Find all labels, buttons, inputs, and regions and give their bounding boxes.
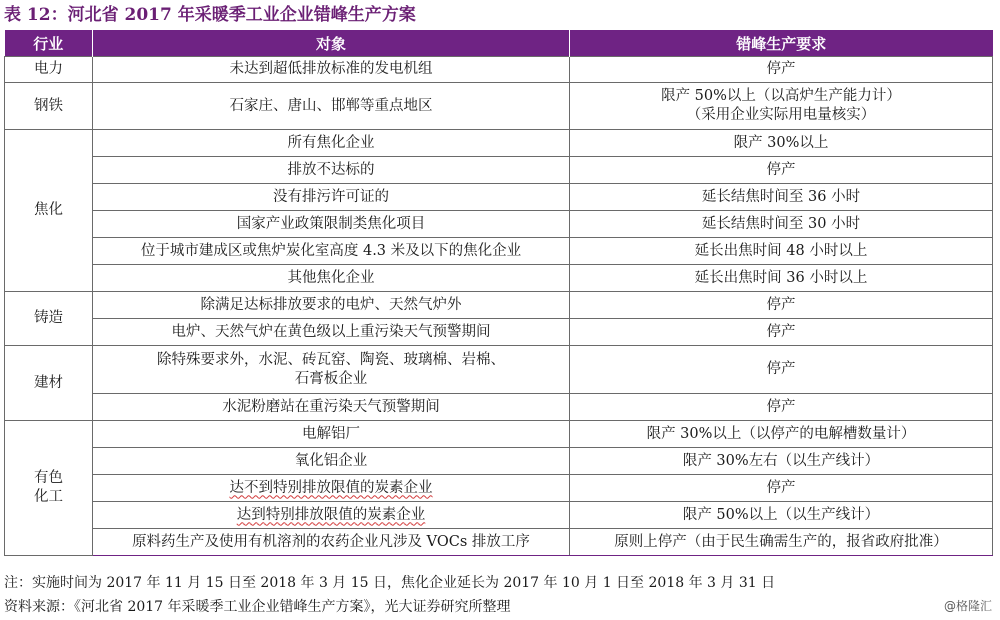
industry-cell-nonferrous-chemical: 有色 化工 (5, 421, 93, 556)
header-target: 对象 (93, 30, 570, 57)
target-cell: 排放不达标的 (93, 157, 570, 184)
table-row (5, 448, 993, 475)
target-cell: 水泥粉磨站在重污染天气预警期间 (93, 394, 570, 421)
header-industry: 行业 (5, 30, 93, 57)
target-cell: 除特殊要求外，水泥、砖瓦窑、陶瓷、玻璃棉、岩棉、 石膏板企业 (93, 346, 570, 394)
table-row (5, 157, 993, 184)
requirement-cell: 延长出焦时间 36 小时以上 (570, 265, 993, 292)
requirement-cell: 停产 (570, 57, 993, 83)
table-row (5, 475, 993, 502)
requirement-cell: 停产 (570, 475, 993, 502)
table-row (5, 265, 993, 292)
target-cell: 国家产业政策限制类焦化项目 (93, 211, 570, 238)
table-source: 资料来源：《河北省 2017 年采暖季工业企业错峰生产方案》，光大证券研究所整理 (4, 599, 511, 615)
requirement-cell: 限产 30%以上 (570, 130, 993, 157)
target-cell: 未达到超低排放标准的发电机组 (93, 57, 570, 83)
requirement-cell: 停产 (570, 394, 993, 421)
table-row (5, 238, 993, 265)
table-row (5, 319, 993, 346)
table-row (5, 421, 993, 448)
target-cell (93, 502, 570, 529)
requirement-cell: 延长出焦时间 48 小时以上 (570, 238, 993, 265)
watermark: @格隆汇 (943, 599, 992, 613)
requirement-cell: 停产 (570, 292, 993, 319)
table-row (5, 502, 993, 529)
industry-cell-steel: 钢铁 (5, 83, 93, 130)
target-cell (93, 475, 570, 502)
table-note: 注：实施时间为 2017 年 11 月 15 日至 2018 年 3 月 15 日，焦化企业延长为 2017 年 10 月 1 日至 2018 年 3 月 31 日 (4, 575, 776, 591)
production-plan-table (4, 30, 993, 556)
target-cell: 氧化铝企业 (93, 448, 570, 475)
target-cell: 所有焦化企业 (93, 130, 570, 157)
requirement-cell: 限产 50%以上（以高炉生产能力计） （采用企业实际用电量核实） (570, 83, 993, 130)
table-row (5, 346, 993, 394)
requirement-cell: 停产 (570, 157, 993, 184)
table-header-row (5, 30, 993, 57)
requirement-cell: 延长结焦时间至 36 小时 (570, 184, 993, 211)
requirement-cell: 停产 (570, 346, 993, 394)
table-row (5, 57, 993, 83)
requirement-cell: 停产 (570, 319, 993, 346)
target-cell: 位于城市建成区或焦炉炭化室高度 4.3 米及以下的焦化企业 (93, 238, 570, 265)
requirement-cell: 限产 50%以上（以生产线计） (570, 502, 993, 529)
industry-cell-casting: 铸造 (5, 292, 93, 346)
requirement-cell: 限产 30%左右（以生产线计） (570, 448, 993, 475)
requirement-cell: 限产 30%以上（以停产的电解槽数量计） (570, 421, 993, 448)
table-row (5, 211, 993, 238)
target-cell: 原料药生产及使用有机溶剂的农药企业凡涉及 VOCs 排放工序 (93, 529, 570, 556)
table-row (5, 529, 993, 556)
header-requirement: 错峰生产要求 (570, 30, 993, 57)
target-cell: 电炉、天然气炉在黄色级以上重污染天气预警期间 (93, 319, 570, 346)
table-row (5, 83, 993, 130)
requirement-cell: 原则上停产（由于民生确需生产的，报省政府批准） (570, 529, 993, 556)
table-row (5, 184, 993, 211)
target-cell: 其他焦化企业 (93, 265, 570, 292)
industry-cell-building-materials: 建材 (5, 346, 93, 421)
target-cell: 除满足达标排放要求的电炉、天然气炉外 (93, 292, 570, 319)
industry-cell-coking: 焦化 (5, 130, 93, 292)
target-cell: 石家庄、唐山、邯郸等重点地区 (93, 83, 570, 130)
target-cell: 没有排污许可证的 (93, 184, 570, 211)
table-row (5, 130, 993, 157)
industry-cell-power: 电力 (5, 57, 93, 83)
table-row (5, 292, 993, 319)
table-title: 表 12：河北省 2017 年采暖季工业企业错峰生产方案 (4, 5, 416, 25)
table-row (5, 394, 993, 421)
target-text: 达不到特别排放限值的炭素企业 (229, 479, 433, 496)
target-cell: 电解铝厂 (93, 421, 570, 448)
target-text: 达到特别排放限值的炭素企业 (236, 506, 426, 523)
requirement-cell: 延长结焦时间至 30 小时 (570, 211, 993, 238)
